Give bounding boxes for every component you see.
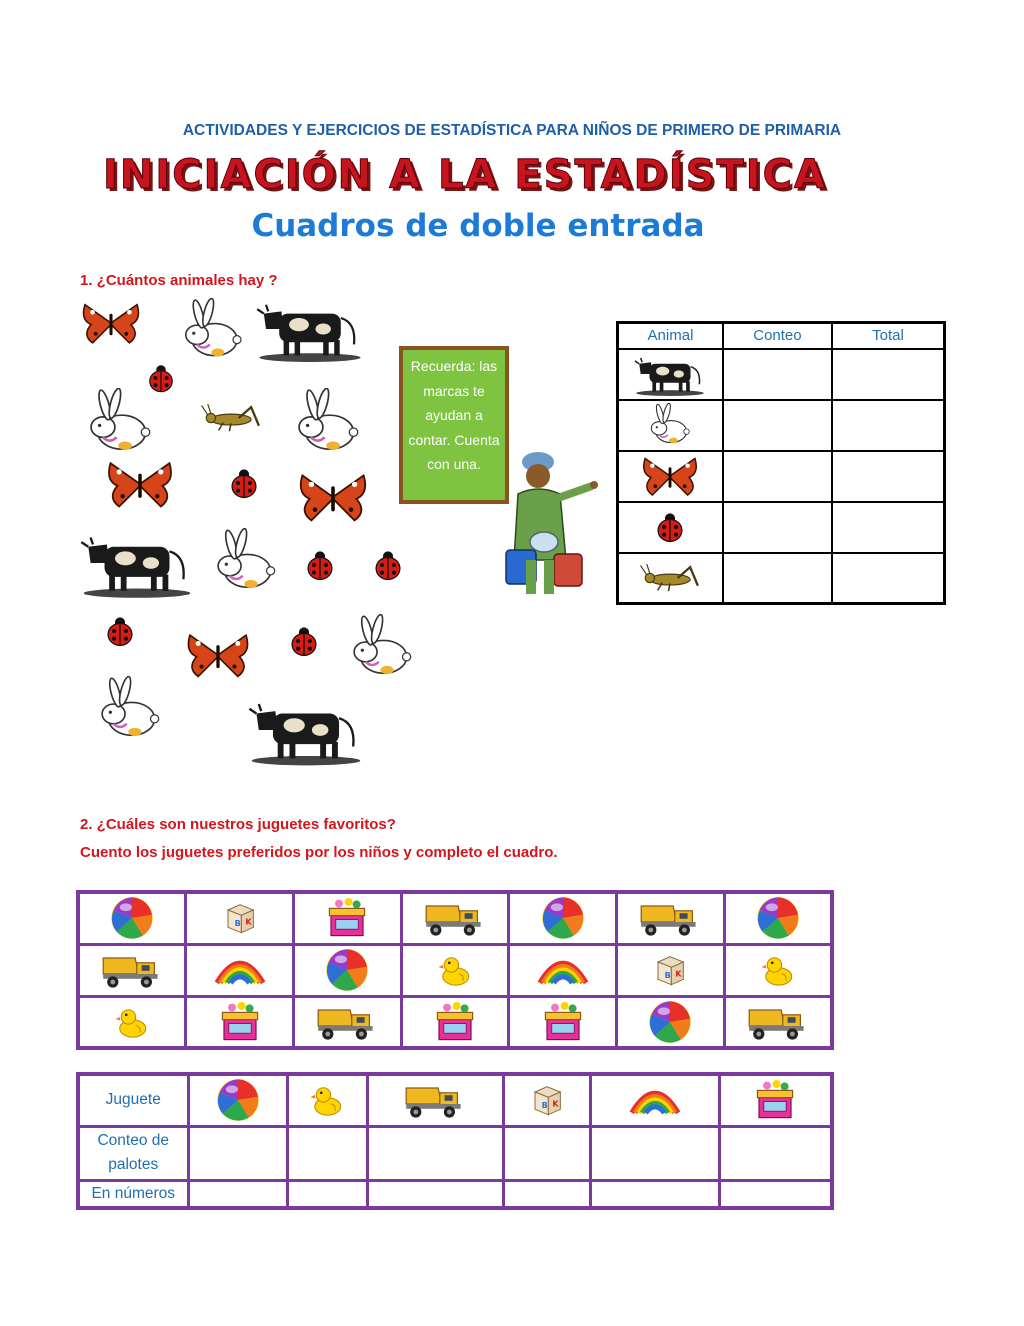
tally-cell[interactable] <box>723 349 832 400</box>
ladybug-icon <box>308 551 332 579</box>
number-cell[interactable] <box>503 1180 590 1208</box>
table-row <box>78 1180 832 1208</box>
toy-cell <box>293 996 401 1048</box>
toy-cell <box>724 944 832 996</box>
toy-cell <box>78 944 186 996</box>
toy-cell <box>617 944 725 996</box>
tally-cell[interactable] <box>719 1126 832 1180</box>
ball-icon <box>540 895 586 941</box>
table-row <box>78 996 832 1048</box>
truck-icon <box>100 949 164 991</box>
teacher-illustration <box>496 450 606 598</box>
truck-icon <box>315 1001 379 1043</box>
total-cell[interactable] <box>832 400 945 451</box>
toy-cell <box>724 892 832 944</box>
animal-cell <box>618 502 723 553</box>
butterfly-icon <box>84 305 139 343</box>
tally-cell[interactable] <box>723 553 832 604</box>
question-2-instruction: Cuento los juguetes preferidos por los niños y completo el cuadro. <box>80 844 558 861</box>
spring-icon <box>210 948 270 992</box>
table-row <box>618 400 945 451</box>
total-cell[interactable] <box>832 553 945 604</box>
toy-cell <box>724 996 832 1048</box>
ladybug-icon <box>108 617 132 645</box>
tally-cell[interactable] <box>723 400 832 451</box>
toy-header-cell <box>367 1074 503 1126</box>
toy-header-cell <box>719 1074 832 1126</box>
ball-icon <box>109 895 155 941</box>
number-cell[interactable] <box>367 1180 503 1208</box>
table-row <box>78 892 832 944</box>
column-header-total: Total <box>832 323 945 349</box>
animal-cell <box>618 451 723 502</box>
duck-icon <box>437 952 473 988</box>
tally-cell[interactable] <box>723 502 832 553</box>
row-label-conteo: Conteo de palotes <box>78 1126 188 1180</box>
spring-icon <box>533 948 593 992</box>
tally-cell[interactable] <box>503 1126 590 1180</box>
toy-cell <box>78 996 186 1048</box>
table-row <box>618 502 945 553</box>
number-cell[interactable] <box>188 1180 288 1208</box>
total-cell[interactable] <box>832 451 945 502</box>
number-cell[interactable] <box>591 1180 719 1208</box>
rabbit-icon <box>652 403 690 443</box>
truck-icon <box>423 897 487 939</box>
toy-cell <box>401 892 509 944</box>
grasshopper-icon <box>202 404 259 431</box>
block-icon <box>650 950 690 990</box>
table-row <box>618 451 945 502</box>
tally-cell[interactable] <box>188 1126 288 1180</box>
toy-cell <box>293 892 401 944</box>
toy-cell <box>509 996 617 1048</box>
cow-icon <box>81 537 190 597</box>
ladybug-icon <box>659 513 683 541</box>
ladybug-icon <box>376 551 400 579</box>
table-row <box>78 944 832 996</box>
truck-icon <box>638 897 702 939</box>
ball-icon <box>324 947 370 993</box>
rabbit-icon <box>91 387 150 450</box>
rabbit-icon <box>186 297 241 356</box>
toy-count-table <box>76 1072 834 1210</box>
page-title: INICIACIÓN A LA ESTADÍSTICA <box>103 152 827 198</box>
cow-icon <box>249 704 360 765</box>
rabbit-icon <box>299 387 358 450</box>
total-cell[interactable] <box>832 502 945 553</box>
toybox-icon <box>429 998 481 1046</box>
butterfly-icon <box>109 463 171 506</box>
table-header-row <box>618 323 945 349</box>
animal-cell <box>618 553 723 604</box>
question-1: 1. ¿Cuántos animales hay ? <box>80 272 278 289</box>
rabbit-icon <box>354 614 411 674</box>
animal-cell <box>618 400 723 451</box>
toy-cell <box>509 944 617 996</box>
duck-icon <box>309 1082 345 1118</box>
duck-icon <box>760 952 796 988</box>
toy-cell <box>293 944 401 996</box>
cow-icon <box>257 305 360 362</box>
number-cell[interactable] <box>719 1180 832 1208</box>
butterfly-icon <box>301 475 365 520</box>
ball-icon <box>647 999 693 1045</box>
page-subtitle: Cuadros de doble entrada <box>251 208 705 244</box>
toy-header-cell <box>503 1074 590 1126</box>
table-row <box>78 1126 832 1180</box>
block-icon <box>527 1080 567 1120</box>
toy-cell <box>617 892 725 944</box>
spring-icon <box>625 1078 685 1122</box>
tally-cell[interactable] <box>288 1126 367 1180</box>
toybox-icon <box>537 998 589 1046</box>
number-cell[interactable] <box>288 1180 367 1208</box>
toy-cell <box>78 892 186 944</box>
toybox-icon <box>321 894 373 942</box>
butterfly-icon <box>188 635 247 676</box>
animal-cell <box>618 349 723 400</box>
rabbit-icon <box>218 528 275 588</box>
grasshopper-icon <box>641 564 698 591</box>
toy-header-cell <box>188 1074 288 1126</box>
toy-cell <box>401 996 509 1048</box>
column-header-conteo: Conteo <box>723 323 832 349</box>
row-label-juguete: Juguete <box>78 1074 188 1126</box>
truck-icon <box>403 1079 467 1121</box>
duck-icon <box>114 1004 150 1040</box>
column-header-animal: Animal <box>618 323 723 349</box>
toy-cell <box>509 892 617 944</box>
total-cell[interactable] <box>832 349 945 400</box>
table-row <box>618 349 945 400</box>
tally-cell[interactable] <box>367 1126 503 1180</box>
reminder-note: Recuerda: las marcas te ayudan a contar. Cuenta con una. <box>399 346 509 504</box>
tally-cell[interactable] <box>591 1126 719 1180</box>
table-row <box>78 1074 832 1126</box>
question-2: 2. ¿Cuáles son nuestros juguetes favoritos? <box>80 816 396 833</box>
toy-cell <box>186 996 294 1048</box>
butterfly-icon <box>644 458 697 495</box>
ball-icon <box>755 895 801 941</box>
toy-header-cell <box>591 1074 719 1126</box>
rabbit-icon <box>102 676 159 736</box>
ladybug-icon <box>292 627 316 655</box>
cow-icon <box>635 358 704 396</box>
animal-scene <box>75 292 445 782</box>
toy-cell <box>186 944 294 996</box>
ladybug-icon <box>150 365 172 391</box>
toy-grid <box>76 890 834 1050</box>
ball-icon <box>215 1077 261 1123</box>
tally-cell[interactable] <box>723 451 832 502</box>
toy-cell <box>617 996 725 1048</box>
block-icon <box>220 898 260 938</box>
animal-count-table <box>616 321 946 605</box>
truck-icon <box>746 1001 810 1043</box>
toybox-icon <box>214 998 266 1046</box>
toy-cell <box>401 944 509 996</box>
top-heading: ACTIVIDADES Y EJERCICIOS DE ESTADÍSTICA PARA NIÑOS DE PRIMERO DE PRIMARIA <box>182 122 842 139</box>
table-row <box>618 553 945 604</box>
toybox-icon <box>749 1076 801 1124</box>
ladybug-icon <box>232 469 256 497</box>
toy-header-cell <box>288 1074 367 1126</box>
row-label-numeros: En números <box>78 1180 188 1208</box>
toy-cell <box>186 892 294 944</box>
